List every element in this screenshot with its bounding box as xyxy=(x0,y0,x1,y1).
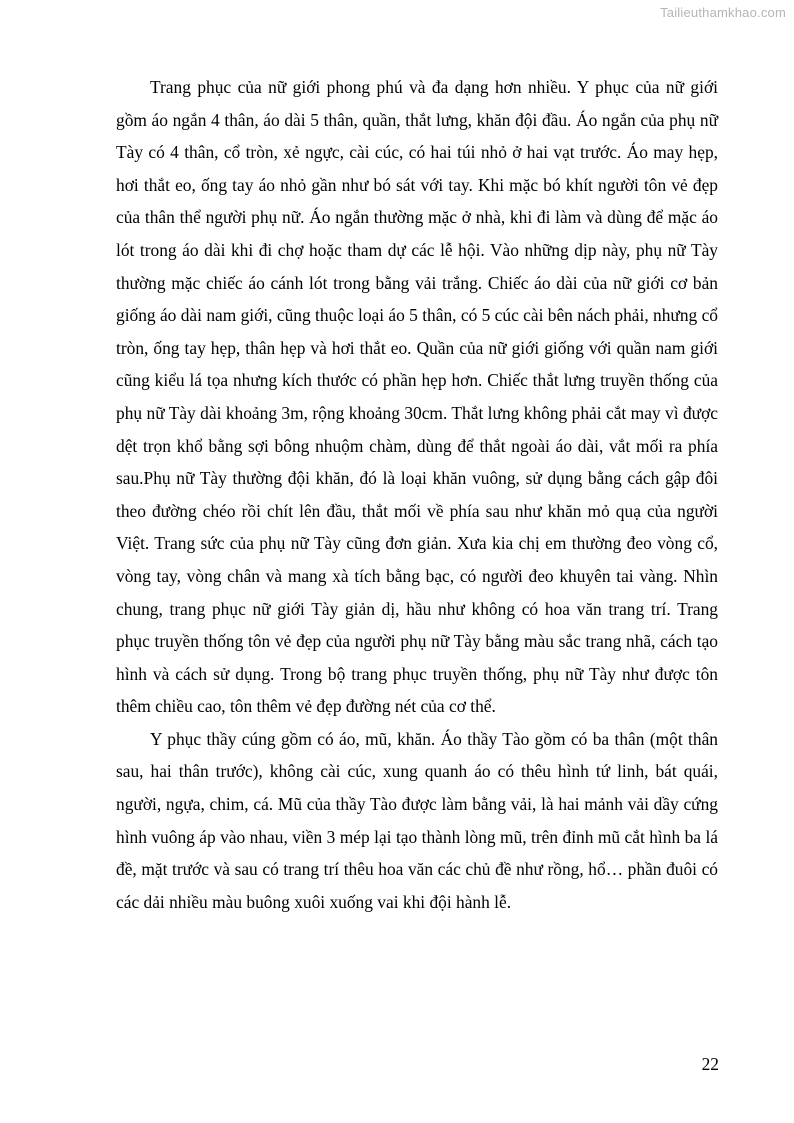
document-body xyxy=(116,71,718,918)
paragraph-womens-clothing: Trang phục của nữ giới phong phú và đa dạng hơn nhiều. Y phục của nữ giới gồm áo ngắn 4 thân, áo dài 5 thân, quần, thắt lưng, khăn đội đầu. Áo ngắn của phụ nữ Tày có 4 thân, cổ tròn, xẻ ngực, cài cúc, có hai túi nhỏ ở hai vạt trước. Áo may hẹp, hơi thắt eo, ống tay áo nhỏ gần như bó sát với tay. Khi mặc bó khít người tôn vẻ đẹp của thân thể người phụ nữ. Áo ngắn thường mặc ở nhà, khi đi làm và dùng để mặc áo lót trong áo dài khi đi chợ hoặc tham dự các lễ hội. Vào những dịp này, phụ nữ Tày thường mặc chiếc áo cánh lót trong bằng vải trắng. Chiếc áo dài của nữ giới cơ bản giống áo dài nam giới, cũng thuộc loại áo 5 thân, có 5 cúc cài bên nách phải, nhưng cổ tròn, ống tay hẹp, thân hẹp và hơi thắt eo. Quần của nữ giới giống với quần nam giới cũng kiểu lá tọa nhưng kích thước có phần hẹp hơn. Chiếc thắt lưng truyền thống của phụ nữ Tày dài khoảng 3m, rộng khoảng 30cm. Thắt lưng không phải cắt may vì được dệt trọn khổ bằng sợi bông nhuộm chàm, dùng để thắt ngoài áo dài, vắt mối ra phía sau.Phụ nữ Tày thường đội khăn, đó là loại khăn vuông, sử dụng bằng cách gập đôi theo đường chéo rồi chít lên đầu, thắt mối về phía sau như khăn mỏ quạ của người Việt. Trang sức của phụ nữ Tày cũng đơn giản. Xưa kia chị em thường đeo vòng cổ, vòng tay, vòng chân và mang xà tích bằng bạc, có người đeo khuyên tai vàng. Nhìn chung, trang phục nữ giới Tày giản dị, hầu như không có hoa văn trang trí. Trang phục truyền thống tôn vẻ đẹp của người phụ nữ Tày bằng màu sắc trang nhã, cách tạo hình và cách sử dụng. Trong bộ trang phục truyền thống, phụ nữ Tày như được tôn thêm chiều cao, tôn thêm vẻ đẹp đường nét của cơ thể. xyxy=(116,77,718,717)
page-number: 22 xyxy=(701,1054,719,1074)
paragraph-shaman-clothing: Y phục thầy cúng gồm có áo, mũ, khăn. Áo thầy Tào gồm có ba thân (một thân sau, hai thân trước), không cài cúc, xung quanh áo có thêu hình tứ linh, bát quái, người, ngựa, chim, cá. Mũ của thầy Tào được làm bằng vải, là hai mảnh vải dầy cứng hình vuông áp vào nhau, viền 3 mép lại tạo thành lòng mũ, trên đỉnh mũ cắt hình ba lá đề, mặt trước và sau có trang trí thêu hoa văn các chủ đề như rồng, hổ… phần đuôi có các dải nhiều màu buông xuôi xuống vai khi đội hành lễ. xyxy=(116,728,718,912)
watermark: Tailieuthamkhao.com xyxy=(660,5,786,20)
